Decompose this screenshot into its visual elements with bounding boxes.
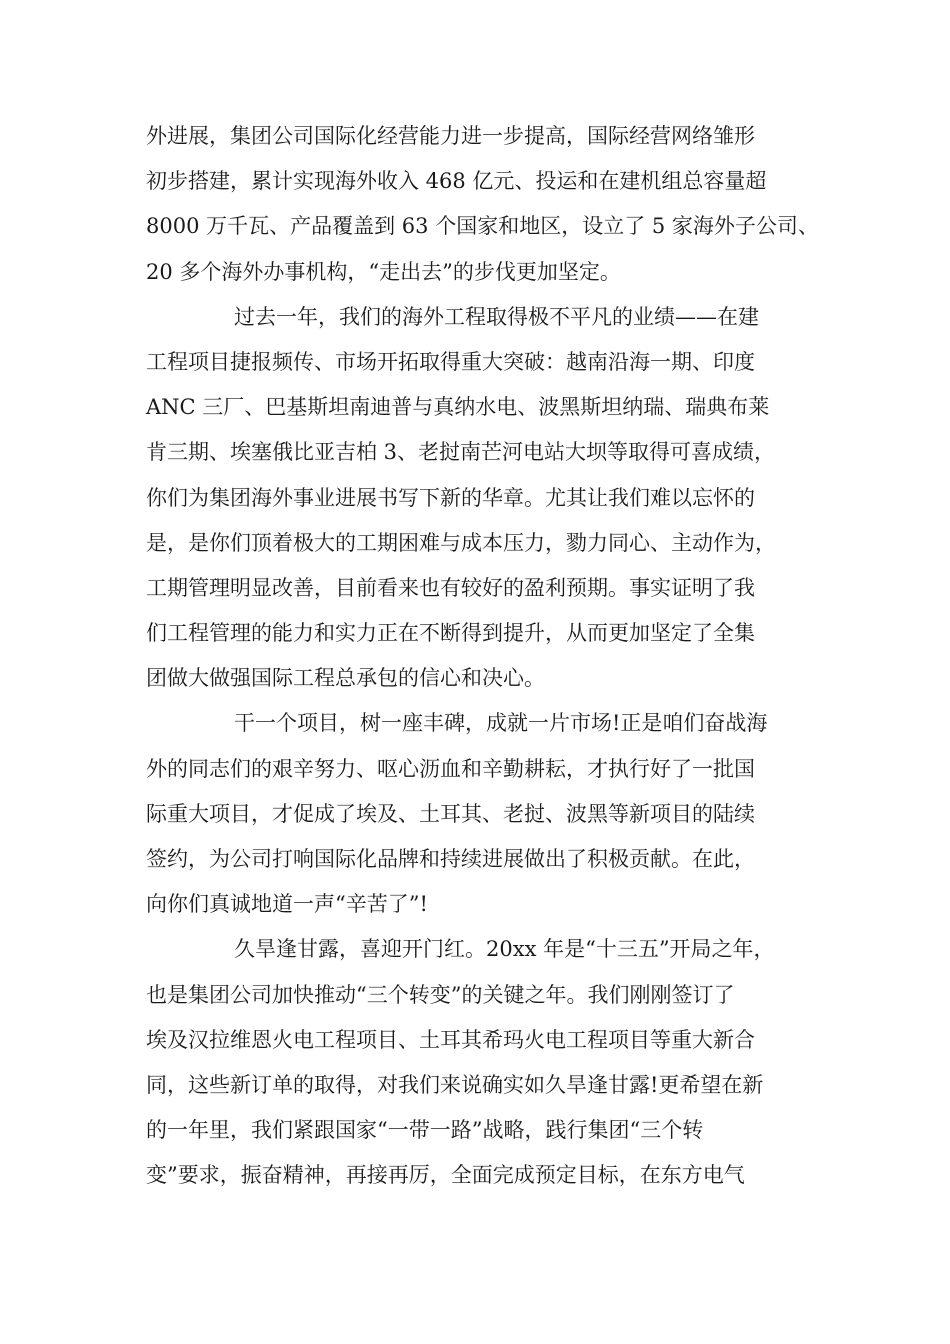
text-line: 的一年里，我们紧跟国家“一带一路”战略，践行集团“三个转: [146, 1118, 704, 1143]
text-line: 外进展，集团公司国际化经营能力进一步提高，国际经营网络雏形: [146, 124, 755, 148]
text-line: 初步搭建，累计实现海外收入 468 亿元、投运和在建机组总容量超: [146, 169, 767, 194]
text-line: 签约，为公司打响国际化品牌和持续进展做出了积极贡献。在此，: [146, 847, 755, 871]
text-line: 你们为集团海外事业进展书写下新的华章。尤其让我们难以忘怀的: [146, 485, 755, 510]
text-line: 埃及汉拉维恩火电工程项目、土耳其希玛火电工程项目等重大新合: [146, 1027, 755, 1052]
text-line: 是，是你们顶着极大的工期困难与成本压力，勠力同心、主动作为，: [146, 530, 776, 555]
paragraph-1: [146, 114, 819, 295]
text-line: 外的同志们的艰辛努力、呕心沥血和辛勤耕耘，才执行好了一批国: [146, 756, 755, 781]
document-body: [146, 114, 819, 1199]
text-line-first: 久旱逢甘露，喜迎开门红。20xx 年是“十三五”开局之年，: [234, 937, 775, 962]
text-line: 肯三期、埃塞俄比亚吉柏 3、老挝南芒河电站大坝等取得可喜成绩，: [146, 440, 776, 465]
text-line: 工程项目捷报频传、市场开拓取得重大突破：越南沿海一期、印度: [146, 349, 755, 374]
text-line-first: 过去一年，我们的海外工程取得极不平凡的业绩——在建: [234, 304, 759, 329]
text-line: ANC 三厂、巴基斯坦南迪普与真纳水电、波黑斯坦纳瑞、瑞典布莱: [146, 395, 770, 420]
text-line: 际重大项目，才促成了埃及、土耳其、老挝、波黑等新项目的陆续: [146, 801, 755, 826]
paragraph-3: [146, 701, 806, 927]
text-line: 8000 万千瓦、产品覆盖到 63 个国家和地区，设立了 5 家海外子公司、: [146, 214, 819, 239]
text-line: 20 多个海外办事机构，“走出去”的步伐更加坚定。: [146, 259, 621, 284]
text-line: 向你们真诚地道一声“辛苦了”!: [146, 892, 428, 917]
paragraph-4: [146, 927, 806, 1198]
text-line: 工期管理明显改善，目前看来也有较好的盈利预期。事实证明了我: [146, 575, 755, 600]
text-line: 同，这些新订单的取得，对我们来说确实如久旱逢甘露!更希望在新: [146, 1072, 764, 1097]
text-line: 们工程管理的能力和实力正在不断得到提升，从而更加坚定了全集: [146, 621, 755, 646]
paragraph-2: [146, 295, 806, 702]
text-line: 变”要求，振奋精神，再接再厉，全面完成预定目标，在东方电气: [146, 1163, 745, 1188]
text-line: 也是集团公司加快推动“三个转变”的关键之年。我们刚刚签订了: [146, 982, 735, 1007]
text-line: 团做大做强国际工程总承包的信心和决心。: [146, 666, 545, 691]
text-line-first: 干一个项目，树一座丰碑，成就一片市场!正是咱们奋战海: [234, 711, 768, 736]
